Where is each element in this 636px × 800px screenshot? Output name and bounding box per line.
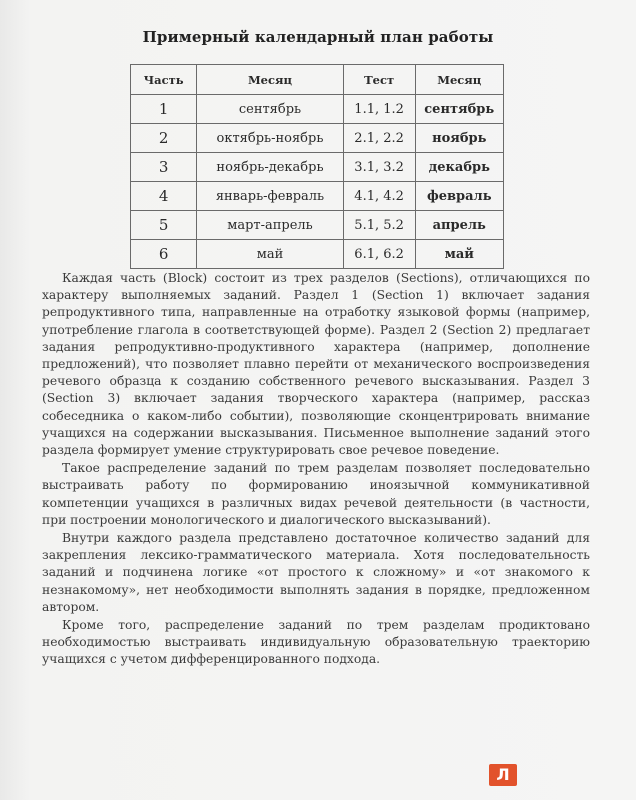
cell-test: 6.1, 6.2	[343, 240, 415, 269]
paragraph-distribution: Такое распределение заданий по трем разделам позволяет последовательно выстраивать работу по формированию иноязычной коммуникативной компетенции учащихся в различных видах речевой деятельности (в частности, при построении монологического и диалогического высказываний).	[42, 461, 590, 527]
table-row	[131, 240, 504, 269]
paragraph-inside-sections: Внутри каждого раздела представлено достаточное количество заданий для закрепления лексико-грамматического материала. Хотя последовательность заданий и подчинена логике «от простого к сложному» и «от знакомого к незнакомому», нет необходимости выполнять задания в порядке, предложенном автором.	[42, 531, 590, 614]
calendar-plan-table	[130, 64, 504, 269]
table-row	[131, 124, 504, 153]
table-header-row	[131, 65, 504, 95]
cell-months: март-апрель	[197, 211, 344, 240]
cell-test-month: май	[415, 240, 504, 269]
cell-test: 2.1, 2.2	[343, 124, 415, 153]
cell-test-month: сентябрь	[415, 95, 504, 124]
cell-test: 1.1, 1.2	[343, 95, 415, 124]
cell-part: 1	[131, 95, 197, 124]
cell-test: 3.1, 3.2	[343, 153, 415, 182]
header-month: Месяц	[197, 65, 344, 95]
header-test: Тест	[343, 65, 415, 95]
cell-test-month: февраль	[415, 182, 504, 211]
cell-months: ноябрь-декабрь	[197, 153, 344, 182]
body-text	[42, 270, 590, 670]
cell-months: май	[197, 240, 344, 269]
cell-months: январь-февраль	[197, 182, 344, 211]
paragraph-differentiated: Кроме того, распределение заданий по трем разделам продиктовано необходимостью выстраивать индивидуальную образовательную траекторию учащихся с учетом дифференцированного подхода.	[42, 618, 590, 667]
cell-months: сентябрь	[197, 95, 344, 124]
cell-part: 2	[131, 124, 197, 153]
paragraph-sections: Каждая часть (Block) состоит из трех разделов (Sections), отличающихся по характеру выполняемых заданий. Раздел 1 (Section 1) включает задания репродуктивного типа, направленные на отработку языковой формы (например, употребление глагола в соответствующей форме). Раздел 2 (Section 2) предлагает задания репродуктивно-продуктивного характера (например, дополнение предложений), что позволяет плавно перейти от механического воспроизведения речевого образца к созданию собственного речевого высказывания. Раздел 3 (Section 3) включает задания творческого характера (например, рассказ собеседника о каком-либо событии), позволяющие сконцентрировать внимание учащихся на содержании высказывания. Письменное выполнение заданий этого раздела формирует умение структурировать свое речевое поведение.	[42, 271, 590, 458]
cell-test-month: ноябрь	[415, 124, 504, 153]
cell-test-month: апрель	[415, 211, 504, 240]
cell-months: октябрь-ноябрь	[197, 124, 344, 153]
table-row	[131, 182, 504, 211]
table-row	[131, 153, 504, 182]
header-test-month: Месяц	[415, 65, 504, 95]
table-row	[131, 211, 504, 240]
cell-test: 5.1, 5.2	[343, 211, 415, 240]
cell-part: 5	[131, 211, 197, 240]
table-row	[131, 95, 504, 124]
page-title: Примерный календарный план работы	[142, 28, 494, 46]
cell-part: 3	[131, 153, 197, 182]
cell-test-month: декабрь	[415, 153, 504, 182]
cell-part: 4	[131, 182, 197, 211]
cell-part: 6	[131, 240, 197, 269]
publisher-logo-icon: Л	[489, 764, 517, 786]
cell-test: 4.1, 4.2	[343, 182, 415, 211]
header-part: Часть	[131, 65, 197, 95]
